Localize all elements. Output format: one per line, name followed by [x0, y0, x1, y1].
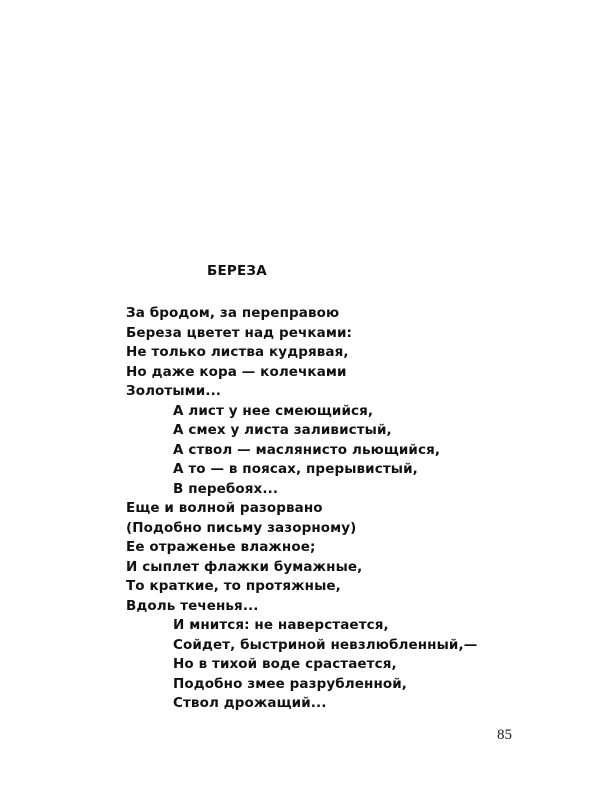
- poem-line-indented: Сойдет, быстриной невзлюбленный,—: [173, 636, 478, 653]
- poem-line-indented: Подобно змее разрубленной,: [173, 675, 408, 692]
- poem-line-indented: А то — в поясах, прерывистый,: [173, 461, 418, 477]
- poem-line: Береза цветет над речками:: [126, 324, 353, 341]
- poem-line-indented: А лист у нее смеющийся,: [173, 402, 374, 419]
- page-number: 85: [497, 727, 512, 743]
- poem-line: Не только листва кудрявая,: [126, 344, 349, 360]
- poem-line-indented: И мнится: не наверстается,: [173, 617, 389, 633]
- poem-line-indented: А ствол — маслянисто льющийся,: [173, 441, 441, 458]
- poem-line: Но даже кора — колечками: [126, 363, 347, 380]
- poem-line: Еще и волной разорвано: [126, 500, 323, 516]
- poem-line: То краткие, то протяжные,: [126, 578, 341, 594]
- poem-line: Вдоль теченья...: [126, 597, 259, 614]
- poem-line-indented: Ствол дрожащий...: [173, 695, 327, 711]
- poem-line: (Подобно письму зазорному): [126, 519, 357, 536]
- poem-line: Ее отраженье влажное;: [126, 539, 316, 555]
- poem-body: [126, 304, 477, 714]
- poem-title: БЕРЕЗА: [207, 263, 267, 279]
- poem-line-indented: Но в тихой воде срастается,: [173, 656, 397, 672]
- poem-line-indented: А смех у листа заливистый,: [173, 422, 392, 438]
- poem-line: За бродом, за переправою: [126, 305, 340, 321]
- poem-line-indented: В перебоях...: [173, 480, 279, 497]
- poem-line: И сыплет флажки бумажные,: [126, 558, 363, 575]
- poem-line: Золотыми...: [126, 383, 222, 399]
